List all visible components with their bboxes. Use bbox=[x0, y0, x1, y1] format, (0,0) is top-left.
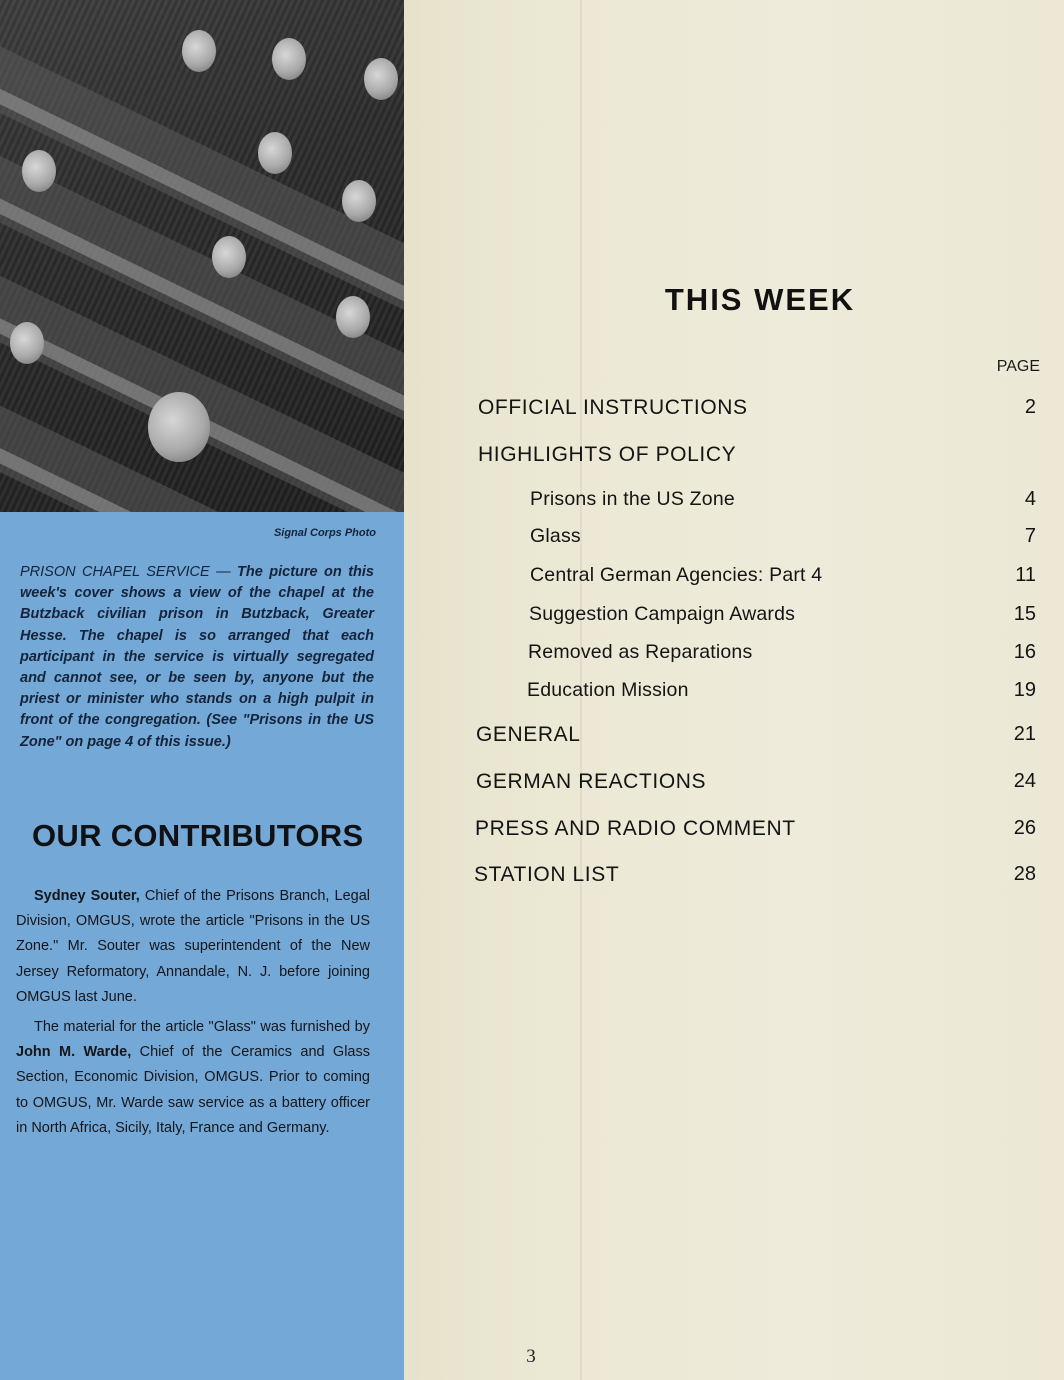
toc-page: 16 bbox=[1013, 641, 1036, 663]
contributor-name: John M. Warde, bbox=[16, 1044, 132, 1061]
contributor-paragraph bbox=[16, 1015, 370, 1141]
toc-label: OFFICIAL INSTRUCTIONS bbox=[478, 396, 748, 419]
toc-entry[interactable] bbox=[0, 603, 1064, 633]
toc-page: 4 bbox=[1024, 488, 1036, 510]
contributor-bio-lead: The material for the article "Glass" was furnished by bbox=[34, 1019, 370, 1036]
toc-label: GERMAN REACTIONS bbox=[476, 770, 707, 793]
congregant-head bbox=[258, 132, 292, 174]
page-column-header: PAGE bbox=[996, 358, 1040, 375]
contributors-title: OUR CONTRIBUTORS bbox=[32, 818, 364, 853]
page-number: 3 bbox=[526, 1346, 536, 1367]
toc-page: 26 bbox=[1013, 817, 1036, 839]
contributor-bio: Chief of the Ceramics and Glass Section, Economic Division, OMGUS. Prior to coming to OMGUS, Mr. Warde saw service as a battery officer in North Africa, Sicily, Italy, France and Germany. bbox=[16, 1044, 370, 1136]
toc-label: Prisons in the US Zone bbox=[530, 488, 735, 510]
contents-title: THIS WEEK bbox=[664, 282, 856, 317]
congregant-head bbox=[272, 38, 306, 80]
toc-label: Removed as Reparations bbox=[528, 641, 753, 663]
toc-label: HIGHLIGHTS OF POLICY bbox=[478, 443, 737, 466]
congregant-head bbox=[182, 30, 216, 72]
toc-page: 19 bbox=[1013, 679, 1036, 701]
toc-page: 11 bbox=[1015, 564, 1036, 586]
toc-label: Education Mission bbox=[527, 679, 689, 701]
congregant-head bbox=[336, 296, 370, 338]
toc-page: 2 bbox=[1024, 396, 1036, 418]
contributors-text bbox=[16, 884, 370, 1146]
toc-entry[interactable] bbox=[0, 770, 1064, 800]
toc-page: 24 bbox=[1013, 770, 1036, 792]
contributor-name: Sydney Souter, bbox=[34, 888, 140, 904]
cover-photo bbox=[0, 0, 404, 512]
toc-label: Central German Agencies: Part 4 bbox=[530, 564, 823, 586]
toc-page: 21 bbox=[1013, 723, 1036, 745]
toc-label: Suggestion Campaign Awards bbox=[529, 603, 796, 625]
toc-entry[interactable] bbox=[0, 396, 1064, 426]
caption-lead: PRISON CHAPEL SERVICE — bbox=[20, 564, 238, 580]
congregant-head bbox=[364, 58, 398, 100]
congregant-head bbox=[10, 322, 44, 364]
toc-label: PRESS AND RADIO COMMENT bbox=[475, 817, 796, 840]
toc-label: STATION LIST bbox=[474, 863, 620, 886]
toc-entry[interactable] bbox=[0, 679, 1064, 709]
congregant-head bbox=[342, 180, 376, 222]
toc-entry[interactable] bbox=[0, 488, 1064, 518]
contributor-paragraph bbox=[16, 884, 370, 1010]
toc-entry[interactable] bbox=[0, 863, 1064, 893]
congregant-head bbox=[22, 150, 56, 192]
toc-page: 15 bbox=[1013, 603, 1036, 625]
toc-entry[interactable] bbox=[0, 817, 1064, 847]
caption-body: The picture on this week's cover shows a view of the chapel at the Butzback civilian prison in Butzback, Greater Hesse. The chapel is so arranged that each participant in the service is virtually segregated and cannot see, or be seen by, anyone but the priest or minister who stands on a high pulpit in front of the congregation. (See "Prisons in the US Zone" on page 4 of this issue.) bbox=[20, 564, 374, 750]
toc-entry[interactable] bbox=[0, 525, 1064, 555]
toc-page: 7 bbox=[1024, 525, 1036, 547]
toc-entry[interactable] bbox=[0, 641, 1064, 671]
toc-label: Glass bbox=[530, 525, 581, 547]
toc-label: GENERAL bbox=[476, 723, 581, 746]
photo-credit: Signal Corps Photo bbox=[273, 527, 376, 539]
congregant-head bbox=[212, 236, 246, 278]
toc-entry[interactable] bbox=[0, 443, 1064, 473]
toc-page: 28 bbox=[1013, 863, 1036, 885]
toc-entry[interactable] bbox=[0, 723, 1064, 753]
contributor-bio: Chief of the Prisons Branch, Legal Division, OMGUS, wrote the article "Prisons in the US Zone." Mr. Souter was superintendent of the New Jersey Reformatory, Annandale, N. J. before joining OMGUS last June. bbox=[16, 888, 370, 1005]
toc-entry[interactable] bbox=[0, 564, 1064, 594]
